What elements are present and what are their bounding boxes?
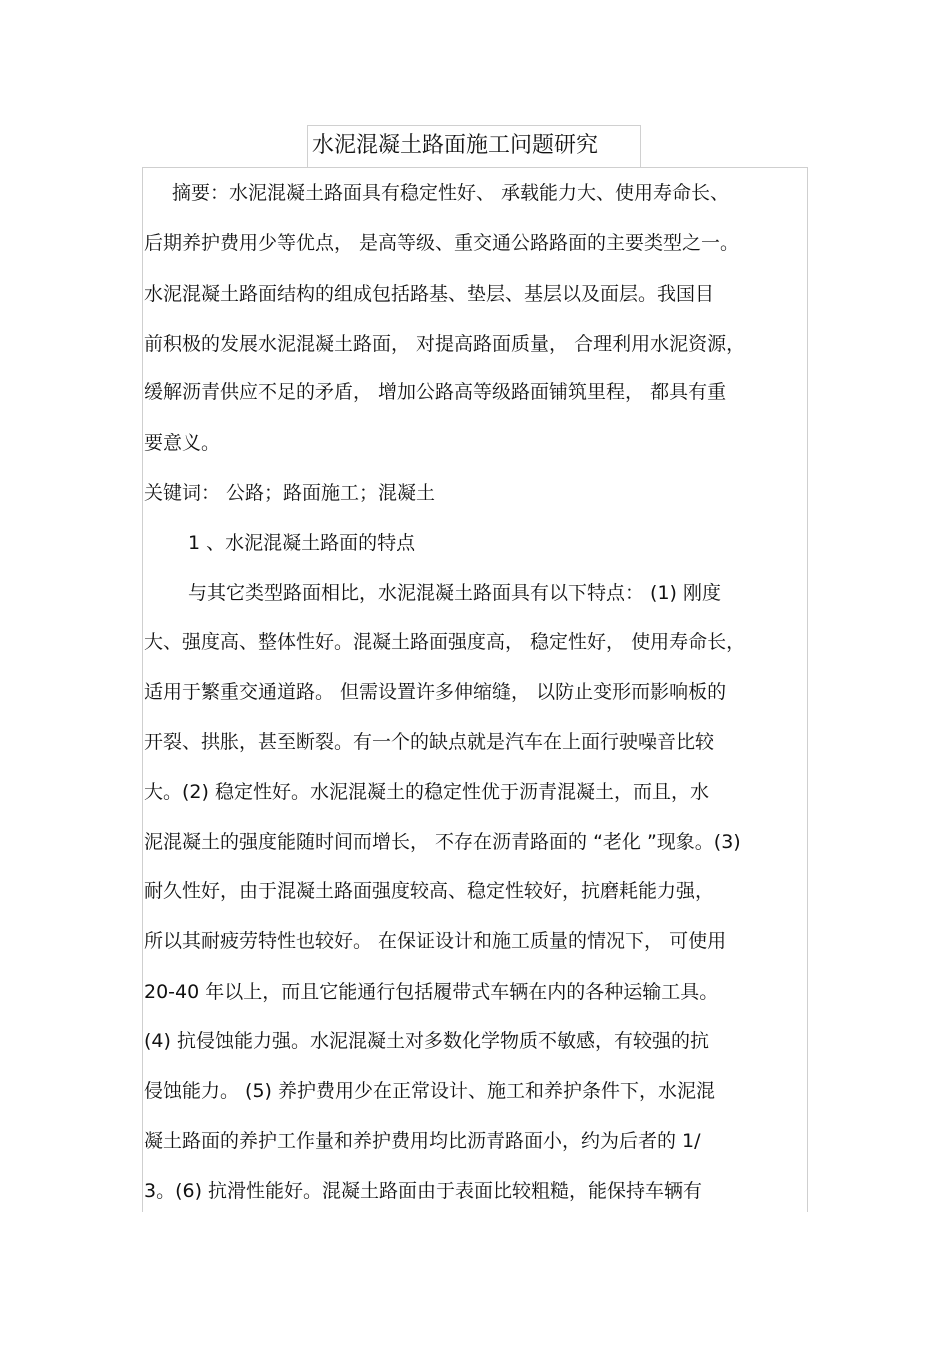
abstract-line-1: 摘要：水泥混凝土路面具有稳定性好、 承载能力大、使用寿命长、: [172, 182, 730, 204]
body-line-3: 适用于繁重交通道路。 但需设置许多伸缩缝， 以防止变形而影响板的: [144, 681, 727, 703]
section-heading: 1 、水泥混凝土路面的特点: [188, 532, 416, 554]
body-line-11: 侵蚀能力。 (5) 养护费用少在正常设计、施工和养护条件下，水泥混: [144, 1080, 715, 1102]
body-line-9: 20-40 年以上，而且它能通行包括履带式车辆在内的各种运输工具。: [144, 981, 719, 1003]
body-line-1: 与其它类型路面相比，水泥混凝土路面具有以下特点： (1) 刚度: [188, 582, 721, 604]
body-line-7: 耐久性好，由于混凝土路面强度较高、稳定性较好，抗磨耗能力强，: [144, 880, 715, 902]
body-line-2: 大、强度高、整体性好。混凝土路面强度高， 稳定性好， 使用寿命长，: [144, 631, 746, 653]
body-line-8: 所以其耐疲劳特性也较好。 在保证设计和施工质量的情况下， 可使用: [144, 930, 727, 952]
abstract-line-4: 前积极的发展水泥混凝土路面， 对提高路面质量， 合理利用水泥资源，: [144, 333, 746, 355]
body-line-4: 开裂、拱胀，甚至断裂。有一个的缺点就是汽车在上面行驶噪音比较: [144, 731, 715, 753]
keywords-line: 关键词： 公路；路面施工；混凝土: [144, 482, 436, 504]
abstract-line-5: 缓解沥青供应不足的矛盾， 增加公路高等级路面铺筑里程， 都具有重: [144, 381, 727, 403]
body-line-6: 泥混凝土的强度能随时间而增长， 不存在沥青路面的 “老化 ”现象。(3): [144, 831, 741, 853]
body-line-10: (4) 抗侵蚀能力强。水泥混凝土对多数化学物质不敏感，有较强的抗: [144, 1030, 709, 1052]
abstract-line-2: 后期养护费用少等优点， 是高等级、重交通公路路面的主要类型之一。: [144, 232, 740, 254]
body-line-12: 凝土路面的养护工作量和养护费用均比沥青路面小，约为后者的 1/: [144, 1130, 701, 1152]
document-title: 水泥混凝土路面施工问题研究: [312, 133, 599, 158]
abstract-line-3: 水泥混凝土路面结构的组成包括路基、垫层、基层以及面层。我国目: [144, 283, 715, 305]
abstract-line-6: 要意义。: [144, 432, 221, 454]
body-line-5: 大。(2) 稳定性好。水泥混凝土的稳定性优于沥青混凝土，而且，水: [144, 781, 709, 803]
body-line-13: 3。(6) 抗滑性能好。混凝土路面由于表面比较粗糙，能保持车辆有: [144, 1180, 703, 1202]
